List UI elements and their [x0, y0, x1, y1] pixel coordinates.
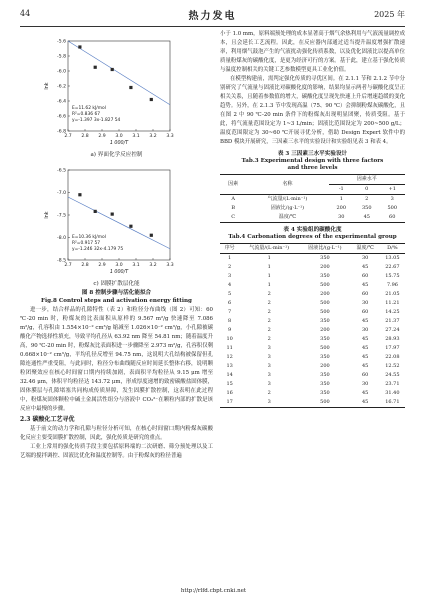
table-cell: 350 [320, 390, 330, 396]
table-row [220, 326, 405, 335]
table-cell: 4 [228, 282, 232, 288]
table-cell: 60 [362, 372, 369, 378]
table-cell: 7 [228, 309, 232, 315]
data-point [129, 86, 132, 89]
table3-header-level: 因素水平 [329, 175, 405, 185]
table-cell: 3 [267, 399, 271, 405]
x-tick-label: 3.3 [166, 263, 174, 268]
data-point [78, 45, 81, 48]
x-tick-label: 2.7 [64, 263, 72, 268]
plot-a-caption: a) 界面化学反应控制 [90, 152, 143, 158]
paragraph: 在模型构建前，需判定强化传质的寻优区间。在 2.1.1 节和 2.1.2 节中分别研究了气流量与固液比对碳酸化度的影响，结果均显示两者与碳酸化度呈正相关关系，且随着参数值的增大，碳酸化度呈现先快速上升后增速趋缓的变化趋势。另外，在 2.1.3 节中发现高温（75、90 ℃）会抑制粉煤灰碳酸化，且在图 2 中 90 ℃-20 min 条件下的粉煤灰出现明显团聚，传质受阻。基于此，将气流量范围设定为 1~3 L/min；固液比范围设定为 200~500 g/L；温度范围限定为 30~60 ℃开展寻优分析，借助 Design Expert 软件中的 BBD 模块开展研究，三因素三水平的实验设计和实验组见表 3 和表 4。 [220, 76, 405, 145]
table-cell: 1 [339, 196, 343, 202]
table-cell: 2 [267, 336, 271, 342]
table-cell: 45 [362, 363, 369, 369]
table4-header: D/% [387, 245, 398, 251]
table-row [220, 317, 405, 326]
y-tick-label: -6.6 [57, 114, 66, 120]
right-column [220, 30, 405, 408]
table-cell: 3 [267, 381, 271, 387]
journal-year: 2025 年 [374, 10, 405, 19]
paragraph: 进一步，结合样品的孔隙特性（表 2）和粒径分布曲线（图 2）可知：60 ℃-20 min 时，粉煤灰的比表面积从原样的 9.567 m²/g 快速降至 7.086 m²/g，孔容积由 1.554×10⁻² cm³/g 缩减至 1.026×10⁻² cm³/g，小孔隙被碳酸化产物选择性填充，导致平均孔径从 63.92 nm 降至 54.81 nm；随着温度升高，90 ℃-20 min 时，粉煤灰比表面积进一步骤降至 2.973 m²/g，孔容积仅剩 0.668×10⁻² cm³/g，平均孔径反增至 94.75 nm，这说明大孔结构被保留但孔隙连通性严重受阻，与此同时，粒径分布曲线随反应时间延长整体右移，说明颗粒团聚效应在核心时间窗口期内持续加剧，表面积平均粒径从 9.15 μm 增至 32.46 μm，体积平均粒径达 143.72 μm，形成厚度递增的致密碳酸盐固体膜，固体膜层与孔隙堵塞共同构成传质屏障，发生固膜扩散控制，这表明在此过程中，粉煤灰固体颗粒中碱土金属活性组分与溶液中 CO₃²⁻在颗粒内部的扩散是该反应中最慢的步骤。 [20, 307, 213, 412]
table-cell: 350 [320, 381, 330, 387]
x-tick-label: 2.8 [81, 263, 89, 268]
plot-b-caption: c) 固膜扩散层化能 [93, 281, 140, 287]
table-row [220, 362, 405, 371]
data-point [150, 98, 153, 101]
table-3 [220, 174, 405, 223]
table-cell: 350 [320, 336, 330, 342]
table-row [220, 263, 405, 272]
table-cell: 3 [267, 345, 271, 351]
table-cell: 温度/℃ [278, 214, 297, 220]
figure-8 [20, 33, 213, 305]
plot-a [20, 33, 213, 151]
table-cell: 8 [228, 318, 232, 324]
table-cell: 2 [267, 327, 271, 333]
y-tick-label: -5.6 [57, 39, 66, 45]
x-tick-label: 3.0 [115, 263, 123, 268]
table-row [220, 272, 405, 281]
table-cell: 350 [361, 205, 372, 211]
x-tick-label: 3.2 [149, 134, 157, 139]
table-cell: 45 [362, 318, 369, 324]
figure-caption-en: Fig.8 Control steps and activation energy fitting [41, 298, 192, 304]
table3-header-factor: 因素 [220, 175, 246, 195]
table-cell: 200 [320, 291, 330, 297]
table-cell: 13 [226, 363, 233, 369]
table3-level: -1 [338, 186, 344, 192]
y-tick-label: -6.0 [57, 69, 66, 75]
table3-title-cn: 表 3 三因素三水平实验设计 [277, 151, 348, 157]
table-cell: 30 [338, 214, 345, 220]
table-cell: 3 [390, 196, 394, 202]
footer-url: http://rlfd.cbpt.cnki.net [180, 588, 247, 594]
table4-header: 气流量/(L·min⁻¹) [249, 245, 290, 251]
table-cell: 12.52 [385, 363, 400, 369]
table-row [220, 353, 405, 362]
table-cell: 11 [226, 345, 233, 351]
page-header [20, 6, 405, 26]
table-cell: 30 [362, 381, 369, 387]
table-cell: 2 [267, 318, 271, 324]
table-cell: 23.71 [385, 381, 400, 387]
table3-header-name: 名称 [246, 175, 328, 195]
table-cell: 1 [228, 255, 232, 261]
table-cell: 500 [387, 205, 398, 211]
table-cell: 5 [228, 291, 232, 297]
table-cell: 45 [362, 390, 369, 396]
table-row [220, 204, 405, 213]
left-column [20, 306, 213, 461]
x-tick-label: 3.1 [132, 134, 140, 139]
y-tick-label: -6.4 [57, 99, 66, 105]
table-cell: 60 [362, 291, 369, 297]
fit-equation-line: R²=0.917 57 [72, 241, 101, 246]
table-row [220, 389, 405, 398]
page-number: 44 [20, 9, 31, 18]
table-cell: 2 [267, 291, 271, 297]
table-cell: A [231, 196, 235, 202]
table-cell: 17.97 [385, 345, 400, 351]
table-cell: 14 [226, 372, 233, 378]
fit-equation-line: y=-1.246 32x-4.179 75 [72, 247, 124, 252]
table-cell: 3 [267, 372, 271, 378]
table-cell: 1 [267, 282, 271, 288]
y-axis-label: lnk [45, 82, 50, 90]
x-tick-label: 2.9 [98, 263, 106, 268]
paragraph: 小于 1.0 mm，原料端预处理的成本显著高于烟气余热利用与气液流量调控成本，且会延长工艺流程。因此，在反应器内部通过适当提升温度增强扩散速率，利用烟气鼓泡产生的气液扰动强化传质系数，以及优化固液比以提高单位质量粉煤灰的碳酸化度，是更为经济可行的方案。基于此，建立基于强化传质与温度控制相关的关键工艺参数模型更具工业化价值。 [220, 31, 405, 73]
y-tick-label: -8.0 [57, 236, 66, 242]
table-cell: 500 [320, 282, 330, 288]
table-cell: 24.55 [385, 372, 400, 378]
table4-header: 序号 [224, 245, 235, 251]
table-cell: 28.93 [385, 336, 400, 342]
table-cell: 固液比/(g·L⁻¹) [270, 205, 305, 211]
table-cell: 30 [362, 300, 369, 306]
table-cell: 7.96 [386, 282, 398, 288]
table-cell: 2 [267, 309, 271, 315]
table-cell: 60 [389, 214, 396, 220]
table-cell: 350 [320, 354, 330, 360]
table4-header: 固液比/(g·L⁻¹) [308, 245, 342, 251]
table-4 [220, 243, 405, 408]
x-axis-label: 1 000/T [109, 270, 129, 275]
table-cell: B [231, 205, 236, 211]
table-cell: 45 [362, 282, 369, 288]
table-cell: 45 [362, 399, 369, 405]
fit-line [68, 41, 170, 105]
table-row [220, 371, 405, 380]
x-tick-label: 2.7 [64, 134, 72, 139]
table-cell: 1 [267, 273, 271, 279]
table-cell: 17 [226, 399, 233, 405]
table-cell: 1 [267, 255, 271, 261]
table-cell: 350 [320, 318, 330, 324]
table-cell: 45 [363, 214, 370, 220]
table-cell: 2 [228, 264, 232, 270]
data-point [150, 234, 153, 237]
data-point [129, 225, 132, 228]
table-cell: 15 [226, 381, 233, 387]
table-cell: 12 [226, 354, 233, 360]
table-cell: 500 [320, 345, 330, 351]
y-tick-label: -7.5 [57, 213, 66, 219]
table-cell: 气流量/(L·min⁻¹) [267, 196, 308, 202]
table-row [220, 290, 405, 299]
data-point [94, 210, 97, 213]
table-cell: 27.24 [385, 327, 400, 333]
table-cell: 22.67 [385, 264, 400, 270]
table-row [220, 299, 405, 308]
table4-title-en: Tab.4 Carbonation degrees of the experimental group [228, 234, 397, 240]
table4-header: 温度/℃ [356, 245, 374, 251]
table4-title-cn: 表 4 实验组的碳酸化度 [283, 227, 342, 233]
table-row [220, 308, 405, 317]
journal-title: 热力发电 [188, 11, 237, 22]
table-cell: 500 [320, 309, 330, 315]
table-cell: 10 [226, 336, 233, 342]
plot-b [20, 162, 213, 280]
x-tick-label: 3.2 [149, 263, 157, 268]
x-tick-label: 2.9 [98, 134, 106, 139]
fit-equation-line: E=11.62 kJ/mol [72, 106, 106, 111]
table-cell: 21.05 [385, 291, 400, 297]
table-cell: 16 [226, 390, 233, 396]
table-cell: 60 [362, 309, 369, 315]
table-cell: 500 [320, 300, 330, 306]
table-cell: 200 [320, 363, 330, 369]
table-cell: 22.08 [385, 354, 400, 360]
y-tick-label: -6.2 [57, 84, 66, 90]
table-cell: 200 [320, 264, 330, 270]
table3-title-en2: and three levels [287, 165, 338, 171]
table-cell: 6 [228, 300, 232, 306]
table-cell: 3 [267, 354, 271, 360]
table-row [220, 254, 405, 264]
table-cell: 350 [320, 255, 330, 261]
table-cell: 21.37 [385, 318, 400, 324]
table-cell: 30 [362, 255, 369, 261]
table-cell: 30 [362, 327, 369, 333]
data-point [94, 66, 97, 69]
table-row [220, 213, 405, 223]
x-tick-label: 3.0 [115, 134, 123, 139]
y-axis-label: lnk [45, 211, 50, 219]
table-cell: 45 [362, 345, 369, 351]
table-cell: 15.75 [385, 273, 400, 279]
table-cell: 45 [362, 336, 369, 342]
table-cell: 16.71 [385, 399, 400, 405]
table3-title-en1: Tab.3 Experimental design with three factors [241, 158, 384, 164]
table-cell: 350 [320, 273, 330, 279]
table-cell: C [231, 214, 236, 220]
fit-equation-line: E=10.36 kJ/mol [72, 235, 106, 240]
table3-level: +1 [388, 186, 396, 192]
x-tick-label: 3.1 [132, 263, 140, 268]
x-axis-label: 1 000/T [109, 141, 129, 146]
fit-equation-line: y=-1.397 3x-1.827 54 [72, 118, 121, 123]
data-point [111, 213, 114, 216]
figure-caption-cn: 图 8 控制步骤与活化能拟合 [81, 290, 152, 296]
x-tick-label: 2.8 [81, 134, 89, 139]
table-row [220, 344, 405, 353]
y-tick-label: -7.0 [57, 191, 66, 197]
table-cell: 45 [362, 354, 369, 360]
y-tick-label: -6.8 [57, 129, 66, 135]
table-cell: 31.40 [385, 390, 400, 396]
table-cell: 500 [320, 399, 330, 405]
paragraph: 工业上常用的强化传质手段主要包括原料端的二次研磨、筛分预处理以及工艺端的搅拌调控、固液比优化和温度控制等。由于粉煤灰的粒径普遍 [20, 444, 213, 459]
table-cell: 2 [365, 196, 369, 202]
table-cell: 200 [320, 327, 330, 333]
x-tick-label: 3.3 [166, 134, 174, 139]
header-rule [20, 26, 405, 27]
y-tick-label: -6.5 [57, 168, 66, 174]
table-cell: 3 [267, 363, 271, 369]
table-cell: 350 [320, 372, 330, 378]
paragraph: 基于前文的动力学和孔隙与粒径分析可知，在核心时间窗口期内粉煤灰碳酸化反应主要受固膜扩散控制，因此，强化传质是研究的重点。 [20, 426, 213, 441]
y-tick-label: -8.5 [57, 258, 66, 264]
table-cell: 200 [336, 205, 347, 211]
table-row [220, 398, 405, 408]
table-cell: 45 [362, 264, 369, 270]
table-cell: 1 [267, 264, 271, 270]
table-cell: 60 [362, 273, 369, 279]
table3-level: 0 [365, 186, 369, 192]
table-cell: 2 [267, 390, 271, 396]
table-cell: 14.25 [385, 309, 400, 315]
section-heading: 2.3 碳酸化工艺寻优 [20, 416, 75, 423]
table-row [220, 380, 405, 389]
table-cell: 13.05 [385, 255, 400, 261]
y-tick-label: -5.8 [57, 54, 66, 60]
table-cell: 11.21 [385, 300, 400, 306]
fit-equation-line: R²=0.836 67 [72, 112, 101, 117]
table-row [220, 281, 405, 290]
table-cell: 3 [228, 273, 232, 279]
table-cell: 2 [267, 300, 271, 306]
table-cell: 9 [228, 327, 232, 333]
table-row [220, 335, 405, 344]
table-row [220, 195, 405, 205]
data-point [78, 193, 81, 196]
data-point [111, 68, 114, 71]
